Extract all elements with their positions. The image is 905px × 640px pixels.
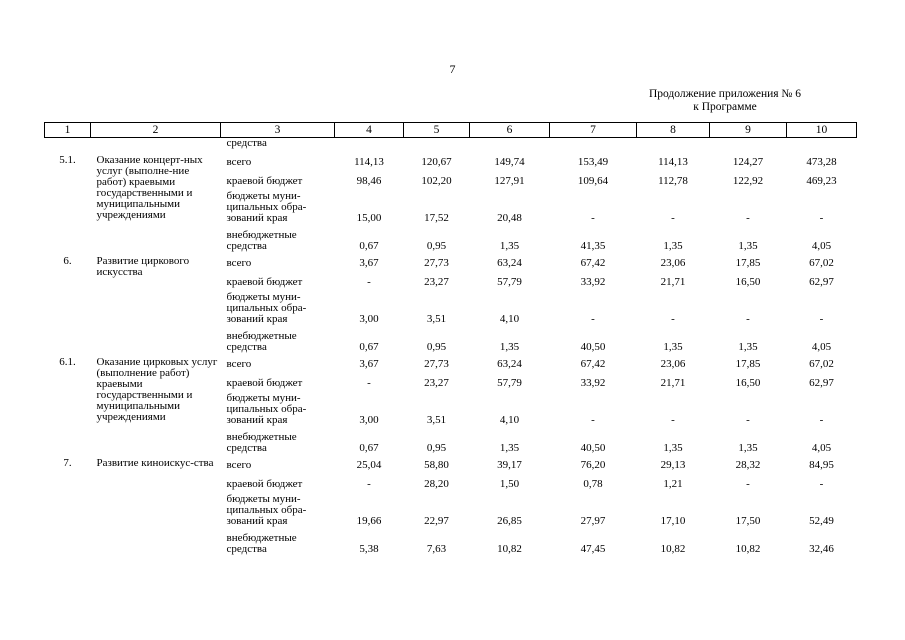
value-cell: -: [367, 478, 371, 490]
value-cell: 98,46: [356, 175, 382, 187]
column-header: 7: [550, 123, 637, 138]
value-cell: 0,95: [426, 341, 447, 353]
value-cell: 114,13: [658, 156, 688, 168]
value-cell: -: [367, 377, 371, 389]
value-cell: 17,52: [424, 212, 449, 224]
value-cell: 16,50: [735, 276, 761, 288]
column-header: 4: [335, 123, 404, 138]
value-cell: -: [819, 313, 824, 325]
section-name: Оказание концерт-ных услуг (выполне-ние работ) краевыми государственными и муниципальными учреждениями: [96, 154, 203, 221]
value-cell: 25,04: [356, 459, 382, 471]
funding-source: бюджеты муни-ципальных обра-зований края: [226, 493, 307, 527]
value-cell: 122,92: [732, 175, 764, 187]
value-cell: 52,49: [809, 515, 834, 527]
value-cell: 47,45: [580, 543, 606, 555]
value-cell: 33,92: [580, 377, 606, 389]
value-cell: 27,73: [424, 257, 449, 269]
value-cell: 1,50: [499, 478, 520, 490]
value-cell: 19,66: [356, 515, 382, 527]
value-cell: 40,50: [580, 442, 606, 454]
column-header: 9: [710, 123, 787, 138]
value-cell: 114,13: [354, 156, 384, 168]
funding-source: всего: [226, 257, 252, 269]
value-cell: 1,35: [499, 240, 520, 252]
funding-source: бюджеты муни-ципальных обра-зований края: [226, 291, 307, 325]
value-cell: 3,51: [426, 313, 447, 325]
value-cell: -: [746, 212, 750, 224]
funding-source: всего: [226, 459, 252, 471]
value-cell: 23,27: [424, 276, 449, 288]
value-cell: -: [746, 414, 750, 426]
value-cell: 41,35: [580, 240, 606, 252]
value-cell: 58,80: [424, 459, 449, 471]
value-cell: -: [671, 212, 675, 224]
value-cell: 23,06: [660, 358, 686, 370]
section-name: Оказание цирковых услуг (выполнение работ) краевыми государственными и муниципальными учреждениями: [96, 356, 218, 423]
value-cell: 67,02: [809, 358, 834, 370]
funding-source: внебюджетные средства: [226, 330, 297, 353]
value-cell: 23,06: [660, 257, 686, 269]
value-cell: 149,74: [494, 156, 525, 168]
value-cell: 4,05: [811, 240, 832, 252]
value-cell: 27,97: [580, 515, 606, 527]
value-cell: 7,63: [426, 543, 447, 555]
value-cell: -: [819, 478, 824, 490]
section-code: 6.1.: [59, 356, 76, 368]
value-cell: 17,85: [735, 358, 761, 370]
page-number: 7: [449, 62, 456, 76]
value-cell: 17,85: [735, 257, 761, 269]
value-cell: 57,79: [497, 276, 522, 288]
value-cell: -: [819, 212, 824, 224]
value-cell: 63,24: [497, 257, 522, 269]
value-cell: 28,20: [424, 478, 449, 490]
value-cell: 28,32: [735, 459, 761, 471]
value-cell: 27,73: [424, 358, 449, 370]
value-cell: 124,27: [732, 156, 764, 168]
value-cell: 4,10: [499, 313, 520, 325]
value-cell: 40,50: [580, 341, 606, 353]
section-code: 6.: [63, 255, 72, 267]
column-header: 6: [470, 123, 550, 138]
appendix-line-2: к Программе: [693, 101, 757, 113]
value-cell: 26,85: [497, 515, 522, 527]
funding-source: всего: [226, 156, 252, 168]
value-cell: 4,05: [811, 442, 832, 454]
value-cell: 3,67: [359, 358, 379, 370]
column-header: 8: [637, 123, 710, 138]
table-row: [45, 454, 857, 471]
value-cell: 5,38: [359, 543, 379, 555]
value-cell: 10,82: [735, 543, 761, 555]
value-cell: 0,95: [426, 240, 447, 252]
value-cell: 112,78: [658, 175, 688, 187]
funding-source: краевой бюджет: [226, 377, 303, 389]
value-cell: -: [746, 313, 750, 325]
funding-source: внебюджетные средства: [226, 431, 297, 454]
value-cell: 22,97: [424, 515, 449, 527]
value-cell: -: [671, 414, 675, 426]
section-code: 5.1.: [59, 154, 76, 166]
section-name: Развитие циркового искусства: [96, 255, 190, 278]
funding-source: бюджеты муни-ципальных обра-зований края: [226, 190, 307, 224]
value-cell: 0,67: [359, 341, 379, 353]
value-cell: 153,49: [577, 156, 609, 168]
value-cell: 57,79: [497, 377, 522, 389]
appendix-note: [620, 88, 830, 114]
value-cell: 17,50: [735, 515, 761, 527]
value-cell: 1,35: [663, 341, 683, 353]
value-cell: -: [746, 478, 750, 490]
value-cell: 473,28: [806, 156, 837, 168]
value-cell: 76,20: [580, 459, 606, 471]
value-cell: 67,02: [809, 257, 834, 269]
funding-source: внебюджетные средства: [226, 532, 297, 555]
funding-source: краевой бюджет: [226, 478, 303, 490]
budget-table: [44, 122, 857, 555]
value-cell: 4,10: [499, 414, 520, 426]
value-cell: 63,24: [497, 358, 522, 370]
column-header: 1: [45, 123, 91, 138]
column-header: 10: [787, 123, 857, 138]
value-cell: 21,71: [660, 276, 686, 288]
value-cell: -: [367, 276, 371, 288]
value-cell: 109,64: [577, 175, 609, 187]
section-name: Развитие киноискус-ства: [96, 457, 214, 469]
value-cell: 1,35: [738, 341, 758, 353]
value-cell: 16,50: [735, 377, 761, 389]
value-cell: -: [671, 313, 675, 325]
funding-source: внебюджетные средства: [226, 229, 297, 252]
funding-source: бюджеты муни-ципальных обра-зований края: [226, 392, 307, 426]
value-cell: 10,82: [660, 543, 686, 555]
value-cell: 23,27: [424, 377, 449, 389]
value-cell: -: [819, 414, 824, 426]
value-cell: 39,17: [497, 459, 522, 471]
funding-source: краевой бюджет: [226, 175, 303, 187]
value-cell: 20,48: [497, 212, 522, 224]
value-cell: 32,46: [809, 543, 834, 555]
value-cell: 33,92: [580, 276, 606, 288]
section-code: 7.: [63, 457, 72, 469]
value-cell: 1,35: [738, 240, 758, 252]
value-cell: 21,71: [660, 377, 686, 389]
value-cell: 62,97: [809, 377, 834, 389]
value-cell: 15,00: [356, 212, 382, 224]
continuation-row: [45, 138, 857, 152]
value-cell: 62,97: [809, 276, 834, 288]
appendix-line-1: Продолжение приложения № 6: [648, 88, 802, 100]
table-row: [45, 151, 857, 168]
header-row: [45, 123, 857, 138]
table-row: [45, 353, 857, 370]
value-cell: 127,91: [494, 175, 525, 187]
value-cell: -: [591, 414, 595, 426]
value-cell: 120,67: [421, 156, 452, 168]
value-cell: 0,78: [583, 478, 603, 490]
continuation-text: средства: [226, 137, 267, 149]
value-cell: 1,35: [663, 240, 683, 252]
funding-source: всего: [226, 358, 252, 370]
column-header: 2: [91, 123, 221, 138]
value-cell: 3,00: [359, 313, 379, 325]
value-cell: 29,13: [660, 459, 686, 471]
value-cell: 1,35: [738, 442, 758, 454]
value-cell: 3,67: [359, 257, 379, 269]
value-cell: 84,95: [809, 459, 834, 471]
value-cell: 102,20: [421, 175, 452, 187]
table-row: [45, 252, 857, 269]
column-header: 5: [404, 123, 470, 138]
value-cell: 1,35: [499, 341, 520, 353]
value-cell: 1,35: [499, 442, 520, 454]
value-cell: 17,10: [660, 515, 686, 527]
value-cell: 0,67: [359, 240, 379, 252]
value-cell: 0,95: [426, 442, 447, 454]
value-cell: -: [591, 212, 595, 224]
value-cell: 67,42: [580, 358, 606, 370]
value-cell: 3,00: [359, 414, 379, 426]
value-cell: 1,21: [663, 478, 683, 490]
value-cell: 1,35: [663, 442, 683, 454]
column-header: 3: [221, 123, 335, 138]
value-cell: -: [591, 313, 595, 325]
value-cell: 0,67: [359, 442, 379, 454]
value-cell: 469,23: [806, 175, 837, 187]
value-cell: 10,82: [497, 543, 522, 555]
funding-source: краевой бюджет: [226, 276, 303, 288]
value-cell: 67,42: [580, 257, 606, 269]
value-cell: 3,51: [426, 414, 447, 426]
value-cell: 4,05: [811, 341, 832, 353]
